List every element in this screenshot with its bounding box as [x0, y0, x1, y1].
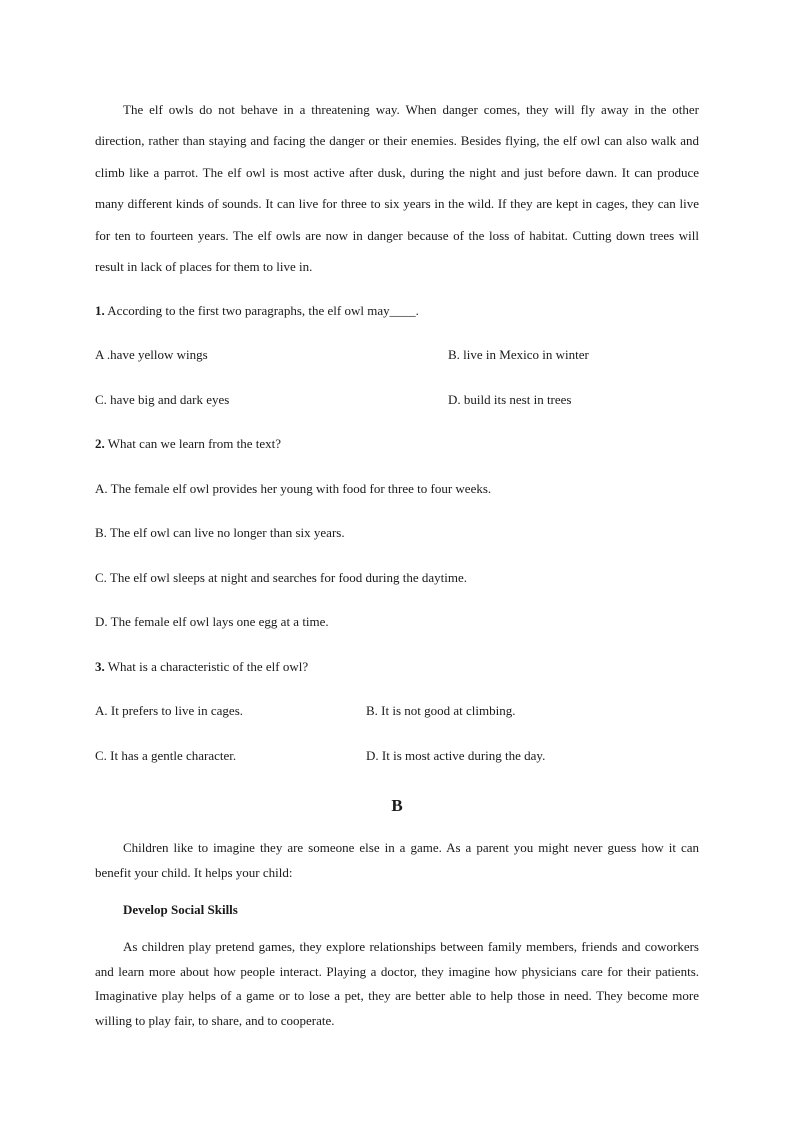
question-stem: According to the first two paragraphs, the elf owl may____.: [107, 303, 419, 318]
q2-option-d: D. The female elf owl lays one egg at a time.: [95, 614, 329, 629]
section-title-b: B: [391, 796, 403, 815]
passage-a-paragraph: The elf owls do not behave in a threatening way. When danger comes, they will fly away in the other direction, rather than staying and facing the danger or their enemies. Besides flying, the elf owl can also walk and climb like a parrot. The elf owl is most active after dusk, during the night and just before dawn. It can produce many different kinds of sounds. It can live for three to six years in the wild. If they are kept in cages, they can live for ten to fourteen years. The elf owls are now in danger because of the loss of habitat. Cutting down trees will result in lack of places for them to live in.: [95, 102, 699, 275]
q3-option-c: C. It has a gentle character.: [95, 748, 237, 763]
question-number: 1.: [95, 303, 105, 318]
question-number: 2.: [95, 436, 105, 451]
question-stem: What can we learn from the text?: [107, 436, 282, 451]
passage-b-paragraph: As children play pretend games, they explore relationships between family members, friends and coworkers and learn more about how people interact. Playing a doctor, they imagine how physicians care for their patients. Imaginative play helps of a game or to lose a pet, they are better able to help those in need. They become more willing to play fair, to share, and to cooperate.: [95, 939, 699, 1028]
question-1: [95, 303, 419, 319]
q1-option-a: A .have yellow wings: [95, 347, 208, 362]
q1-option-d: D. build its nest in trees: [448, 392, 572, 407]
question-2: [95, 436, 281, 452]
q3-option-a: A. It prefers to live in cages.: [95, 703, 244, 718]
q3-option-b: B. It is not good at climbing.: [366, 703, 516, 718]
q3-option-d: D. It is most active during the day.: [366, 748, 546, 763]
question-number: 3.: [95, 659, 105, 674]
q2-option-b: B. The elf owl can live no longer than six years.: [95, 525, 345, 540]
question-3: [95, 659, 308, 675]
q2-option-c: C. The elf owl sleeps at night and searches for food during the daytime.: [95, 570, 467, 585]
passage-b-subheading: Develop Social Skills: [123, 902, 238, 917]
question-stem: What is a characteristic of the elf owl?: [107, 659, 309, 674]
q1-option-b: B. live in Mexico in winter: [448, 347, 589, 362]
q2-option-a: A. The female elf owl provides her young with food for three to four weeks.: [95, 481, 492, 496]
passage-b-intro: Children like to imagine they are someone else in a game. As a parent you might never guess how it can benefit your child. It helps your child:: [95, 840, 699, 880]
q1-option-c: C. have big and dark eyes: [95, 392, 230, 407]
